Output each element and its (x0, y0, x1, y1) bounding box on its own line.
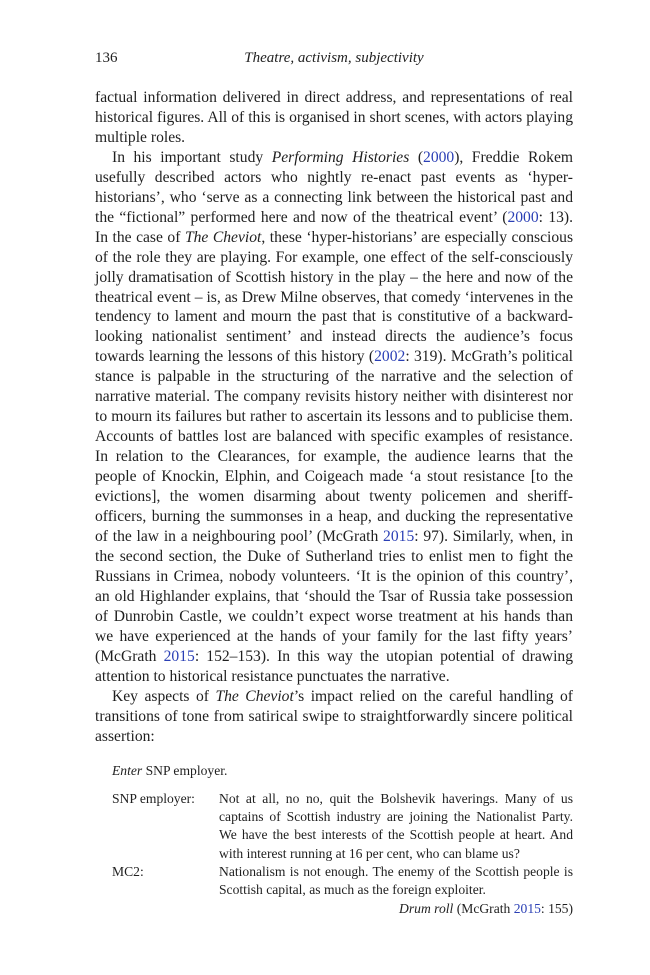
book-title: Performing Histories (271, 148, 410, 166)
paragraph-1 (95, 88, 573, 148)
stage-direction-verb: Enter (112, 763, 143, 779)
play-title: The Cheviot (184, 228, 262, 246)
play-extract (112, 762, 573, 917)
speaker-label: SNP employer: (112, 790, 195, 806)
stage-direction-text: SNP employer. (142, 763, 228, 779)
speech-text: Nationalism is not enough. The enemy of the Scottish people is Scottish capital, as much as the foreign exploiter. (219, 863, 573, 898)
text-run: ( (409, 148, 424, 166)
stage-direction (112, 762, 573, 780)
citation-link[interactable]: 2000 (423, 148, 455, 166)
citation-link[interactable]: 2015 (513, 900, 541, 916)
citation-link[interactable]: 2015 (163, 647, 195, 665)
speech (112, 863, 573, 900)
text-run: In his important study (112, 148, 272, 166)
speech (112, 790, 573, 863)
speaker-label: MC2: (112, 863, 144, 879)
running-header (95, 50, 573, 70)
speech-text: Not at all, no no, quit the Bolshevik haverings. Many of us captains of Scottish industry are joining the Nationalist Party. We have the best interests of the Scottish people at heart. And with interest running at 16 per cent, who can blame us? (219, 790, 573, 861)
text-run: : 97). Similarly, when, in the second section, the Duke of Sutherland tries to enlist men to fight the Russians in Crimea, nobody volunteers. ‘It is the opinion of this country’, an old Highlander explains, that ‘should the Tsar of Russia take possession of Dunrobin Castle, we couldn’t expect worse treatment at his hands than we have experienced at the hands of your family for the last fifty years’ (McGrath (95, 527, 573, 665)
running-title: Theatre, activism, subjectivity (244, 50, 424, 66)
text-run: : 155) (540, 900, 573, 916)
text-run: : 319). McGrath’s political stance is palpable in the structuring of the narrative and the selection of narrative material. The company revisits history neither with disinterest nor to mourn its failures but rather to ascertain its lessons and to publicise them. Accounts of battles lost are balanced with specific examples of resistance. In relation to the Clearances, for example, the audience learns that the people of Knockin, Elphin, and Coigeach made ‘a stout resistance [to the evictions], the women disarming about twenty policemen and sheriff-officers, burning the summonses in a heap, and ducking the representative of the law in a neighbouring pool’ (McGrath (95, 348, 573, 545)
citation-link[interactable]: 2015 (383, 527, 415, 545)
text-run: ’s impact relied on the careful handling of transitions of tone from satirical swipe to straightforwardly sincere political assertion: (95, 687, 573, 745)
text-run: Key aspects of (112, 687, 216, 705)
paragraph-3 (95, 687, 573, 747)
paragraph-2 (95, 148, 573, 687)
page-number: 136 (95, 50, 118, 66)
text-run: (McGrath (453, 900, 514, 916)
text-run: : 152–153). In this way the utopian potential of drawing attention to historical resistance punctuates the narrative. (95, 647, 573, 685)
text-run: : 13). In the case of (95, 208, 573, 246)
stage-direction-text: Drum roll (399, 900, 454, 916)
text-run: , these ‘hyper-historians’ are especially conscious of the role they are playing. For example, one effect of the self-consciously jolly dramatisation of Scottish history in the play – the here and now of the theatrical event – is, as Drew Milne observes, that comedy ‘intervenes in the tendency to lament and mourn the past that is constitutive of a backward-looking nationalist sentiment’ and instead directs the audience’s focus towards learning the lessons of this history ( (95, 228, 574, 366)
extract-citation (112, 900, 573, 918)
paragraph-1-text: factual information delivered in direct address, and representations of real historical figures. All of this is organised in short scenes, with actors playing multiple roles. (95, 89, 573, 146)
citation-link[interactable]: 2002 (374, 348, 406, 366)
body-text (95, 88, 573, 918)
play-title: The Cheviot (215, 687, 294, 705)
text-run: ), Freddie Rokem usefully described actors who nightly re-enact past events as ‘hyper-historians’, who ‘serve as a connecting link between the historical past and the “fictional” performed here and now of the theatrical event’ ( (95, 148, 574, 226)
citation-link[interactable]: 2000 (507, 208, 539, 226)
